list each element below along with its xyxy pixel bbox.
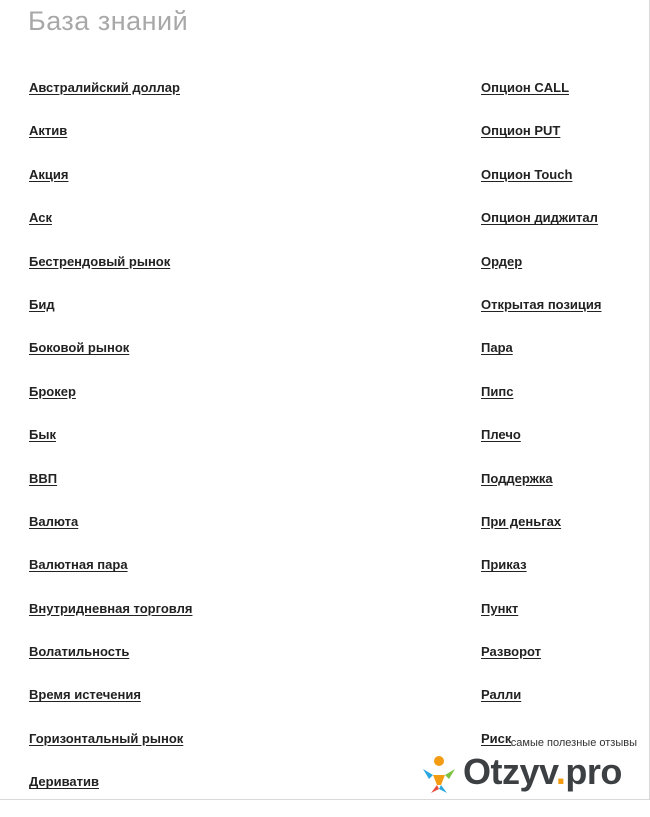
glossary-term-link[interactable]: Поддержка <box>481 470 553 486</box>
glossary-item <box>481 339 601 382</box>
glossary-term-link[interactable]: Дериватив <box>29 774 99 790</box>
watermark-brand-tld: pro <box>565 751 622 792</box>
glossary-term-link[interactable]: ВВП <box>29 470 58 486</box>
glossary-term-link[interactable]: Открытая позиция <box>481 296 602 312</box>
glossary-term-link[interactable]: Опцион CALL <box>481 80 570 95</box>
watermark-brand-dot: . <box>555 751 566 792</box>
glossary-item <box>29 166 192 209</box>
glossary-item <box>481 513 601 556</box>
glossary-item <box>481 296 601 339</box>
site-watermark <box>395 737 645 795</box>
glossary-item <box>29 600 192 643</box>
glossary-item <box>29 686 192 729</box>
glossary-item <box>29 122 192 165</box>
glossary-term-link[interactable]: Боковой рынок <box>29 340 130 356</box>
glossary-item <box>29 209 192 252</box>
glossary-term-link[interactable]: Ордер <box>481 253 523 269</box>
glossary-term-link[interactable]: Бык <box>29 427 56 443</box>
glossary-term-link[interactable]: Приказ <box>481 557 527 573</box>
glossary-term-link[interactable]: При деньгах <box>481 513 562 529</box>
glossary-item <box>29 296 192 339</box>
glossary-item <box>481 686 601 729</box>
glossary-item <box>29 79 192 122</box>
glossary-term-link[interactable]: Бестрендовый рынок <box>29 253 171 269</box>
page-title: База знаний <box>28 6 189 36</box>
glossary-column-right <box>481 79 601 773</box>
glossary-item <box>481 426 601 469</box>
glossary-item <box>29 339 192 382</box>
glossary-term-link[interactable]: Валютная пара <box>29 557 128 573</box>
glossary-term-link[interactable]: Пункт <box>481 600 519 616</box>
watermark-tagline: самые полезные отзывы <box>510 737 637 749</box>
glossary-item <box>481 209 601 252</box>
glossary-term-link[interactable]: Опцион диджитал <box>481 210 598 226</box>
watermark-brand <box>463 751 622 793</box>
glossary-item <box>29 730 192 773</box>
glossary-term-link[interactable]: Время истечения <box>29 687 141 703</box>
watermark-logo <box>395 751 645 795</box>
glossary-term-link[interactable]: Актив <box>29 123 68 139</box>
glossary-term-link[interactable]: Бид <box>29 296 55 312</box>
glossary-term-link[interactable]: Аск <box>29 210 52 226</box>
glossary-item <box>29 556 192 599</box>
glossary-term-link[interactable]: Риск <box>481 730 512 746</box>
glossary-item <box>481 643 601 686</box>
glossary-term-link[interactable]: Пипс <box>481 383 514 399</box>
glossary-item <box>29 426 192 469</box>
glossary-term-link[interactable]: Брокер <box>29 383 76 399</box>
glossary-item <box>481 556 601 599</box>
glossary-term-link[interactable]: Горизонтальный рынок <box>29 730 184 746</box>
glossary-item <box>29 773 192 816</box>
watermark-brand-main: Otzyv <box>463 751 556 792</box>
glossary-item <box>29 643 192 686</box>
glossary-item <box>29 513 192 556</box>
glossary-item <box>29 470 192 513</box>
glossary-term-link[interactable]: Австралийский доллар <box>29 80 180 95</box>
glossary-item <box>481 383 601 426</box>
glossary-item <box>481 122 601 165</box>
glossary-item <box>481 600 601 643</box>
glossary-term-link[interactable]: Плечо <box>481 427 521 443</box>
glossary-term-link[interactable]: Разворот <box>481 644 542 660</box>
glossary-term-link[interactable]: Опцион PUT <box>481 123 561 139</box>
glossary-term-link[interactable]: Ралли <box>481 687 522 703</box>
glossary-term-link[interactable]: Валюта <box>29 513 79 529</box>
glossary-term-link[interactable]: Внутридневная торговля <box>29 600 193 616</box>
glossary-item <box>481 253 601 296</box>
glossary-item <box>481 79 601 122</box>
glossary-item <box>29 253 192 296</box>
glossary-item <box>481 470 601 513</box>
glossary-term-link[interactable]: Волатильность <box>29 644 130 660</box>
glossary-term-link[interactable]: Акция <box>29 166 69 182</box>
glossary-item <box>29 383 192 426</box>
glossary-term-link[interactable]: Опцион Touch <box>481 166 573 182</box>
otzyv-logo-icon <box>419 755 459 795</box>
glossary-column-left <box>29 79 192 817</box>
glossary-term-link[interactable]: Пара <box>481 340 513 356</box>
glossary-item <box>481 166 601 209</box>
